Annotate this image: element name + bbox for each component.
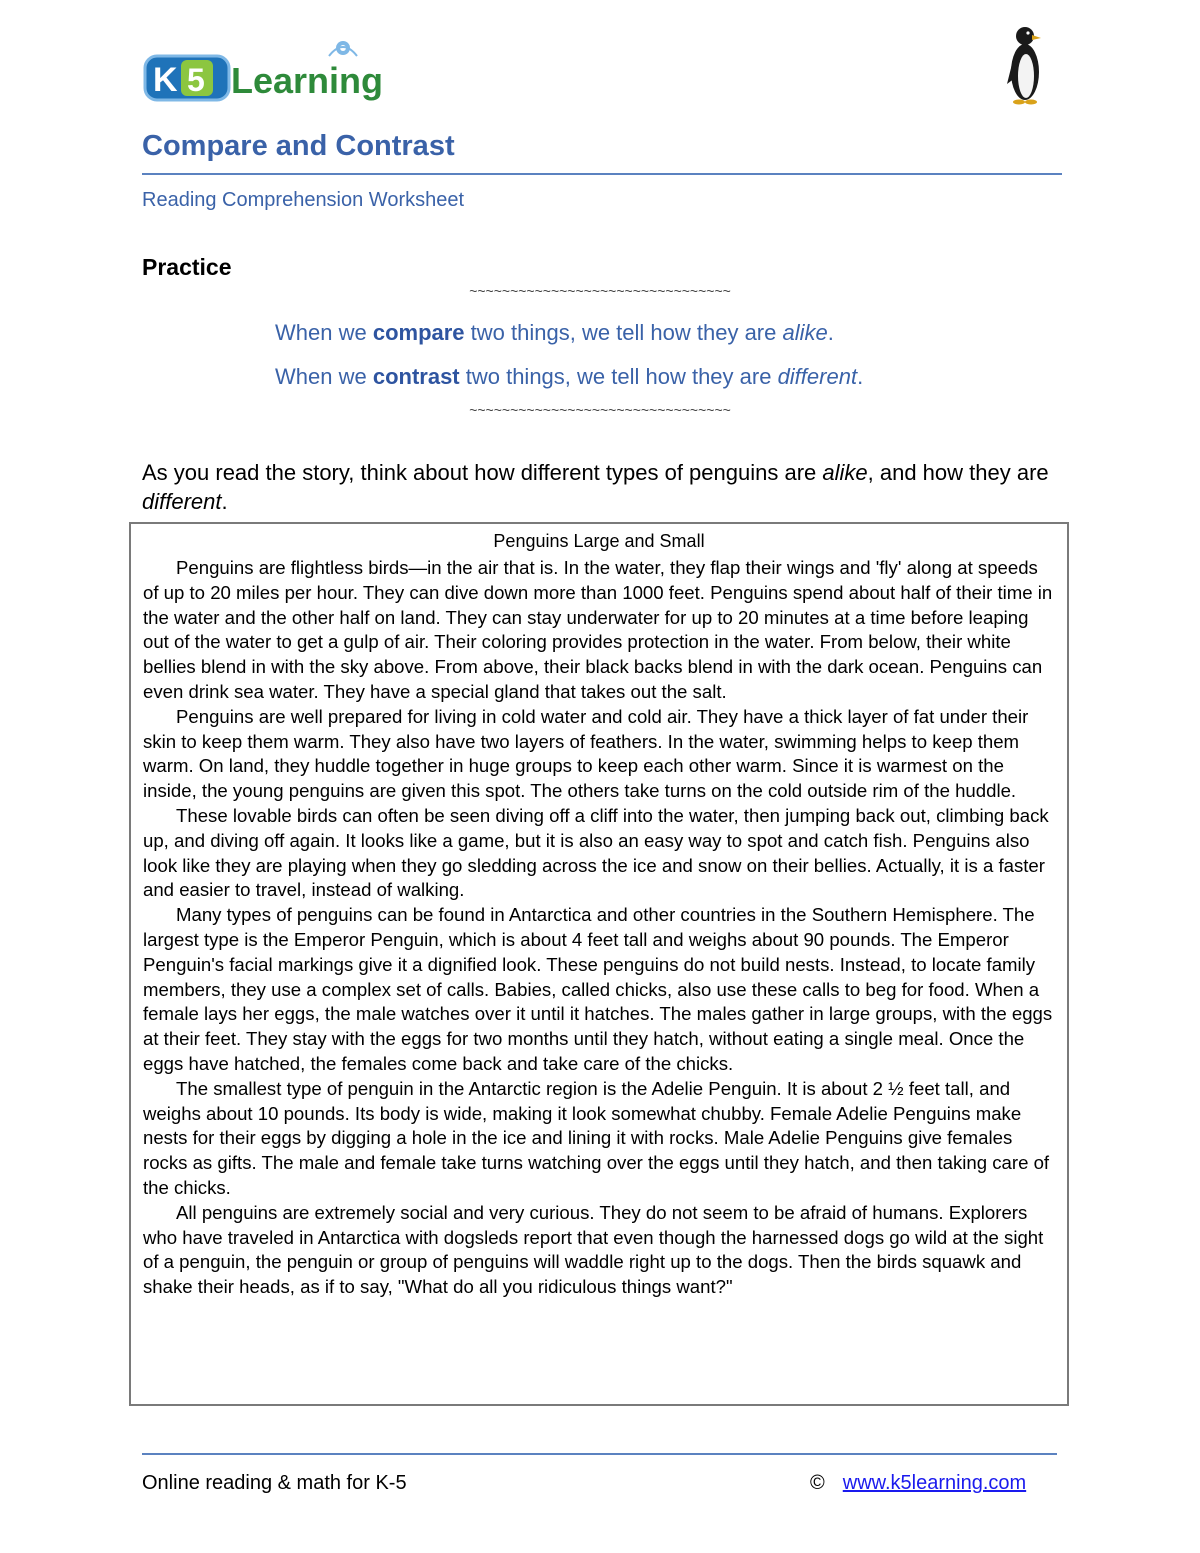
copyright-symbol: © [810, 1472, 825, 1494]
k5-learning-logo [143, 36, 398, 106]
page-subtitle: Reading Comprehension Worksheet [142, 189, 465, 211]
tilde-divider-top: ~~~~~~~~~~~~~~~~~~~~~~~~~~~~~~~~ [469, 283, 731, 299]
story-paragraph: Penguins are flightless birds—in the air that is. In the water, they flap their wings and 'fly' along at speeds of up to 20 miles per hour. They can dive down more than 1000 feet. Penguins spend about half of their time in the water and the other half on land. They can stay underwater for up to 20 minutes at a time before leaping out of the water to get a gulp of air. Their coloring provides protection in the water. From below, their white bellies blend in with the sky above. From above, their black backs blend in with the dark ocean. Penguins can even drink sea water. They have a special gland that takes out the salt. [143, 557, 1053, 702]
website-link[interactable]: www.k5learning.com [842, 1472, 1027, 1494]
svg-text:Learning: Learning [231, 60, 384, 101]
penguin-image [1003, 22, 1047, 106]
instructions: As you read the story, think about how different types of penguins are alike, and how they are different. [142, 460, 1049, 514]
page-title: Compare and Contrast [142, 130, 455, 162]
footer-rule [142, 1453, 1057, 1455]
title-rule [142, 173, 1062, 175]
story-title: Penguins Large and Small [493, 531, 705, 551]
footer-link-group [810, 1472, 1026, 1495]
tilde-divider-bottom: ~~~~~~~~~~~~~~~~~~~~~~~~~~~~~~~~ [469, 402, 731, 418]
contrast-definition: When we contrast two things, we tell how they are different. [275, 364, 864, 389]
story-paragraph: These lovable birds can often be seen diving off a cliff into the water, then jumping back out, climbing back up, and diving off again. It looks like a game, but it is also an easy way to spot and catch fish. Penguins also look like they are playing when they go sledding across the ice and snow on their bellies. Actually, it is a faster and easier to travel, instead of walking. [143, 804, 1049, 901]
story-paragraph: Many types of penguins can be found in Antarctica and other countries in the Southern Hemisphere. The largest type is the Emperor Penguin, which is about 4 feet tall and weighs about 90 pounds. The Emperor Penguin's facial markings give it a dignified look. These penguins do not build nests. Instead, to locate family members, they use a complex set of calls. Babies, called chicks, also use these calls to beg for food. When a female lays her eggs, the male watches over it until it hatches. The males gather in large groups, with the eggs at their feet. They stay with the eggs for two months until they hatch, without eating a single meal. Once the eggs have hatched, the females come back and take care of the chicks. [143, 904, 1053, 1074]
svg-text:K: K [153, 61, 178, 99]
practice-heading: Practice [142, 254, 232, 280]
story-paragraph: The smallest type of penguin in the Antarctic region is the Adelie Penguin. It is about 2 ½ feet tall, and weighs about 10 pounds. Its body is wide, making it look somewhat chubby. Female Adelie Penguins make nests for their eggs by digging a hole in the ice and lining it with rocks. Male Adelie Penguins give females rocks as gifts. The male and female take turns watching over the eggs until they hatch, and then taking care of the chicks. [143, 1077, 1050, 1198]
story-box [129, 522, 1069, 1406]
footer-tagline: Online reading & math for K-5 [142, 1472, 407, 1494]
compare-definition: When we compare two things, we tell how they are alike. [275, 320, 834, 345]
story-paragraph: All penguins are extremely social and very curious. They do not seem to be afraid of humans. Explorers who have traveled in Antarctica with dogsleds report that even though the harnessed dogs go wild at the sight of a penguin, the penguin or group of penguins will waddle right up to the dogs. Then the birds squawk and shake their heads, as if to say, "What do all you ridiculous things want?" [143, 1201, 1044, 1298]
compare-keyword: compare [372, 320, 465, 345]
svg-text:5: 5 [187, 62, 205, 98]
story-paragraph: Penguins are well prepared for living in cold water and cold air. They have a thick layer of fat under their skin to keep them warm. They also have two layers of feathers. In the water, swimming helps to keep them warm. On land, they huddle together in huge groups to keep each other warm. Since it is warmest on the inside, the young penguins are given this spot. The others take turns on the cold outside rim of the huddle. [143, 705, 1029, 802]
contrast-keyword: contrast [372, 364, 460, 389]
